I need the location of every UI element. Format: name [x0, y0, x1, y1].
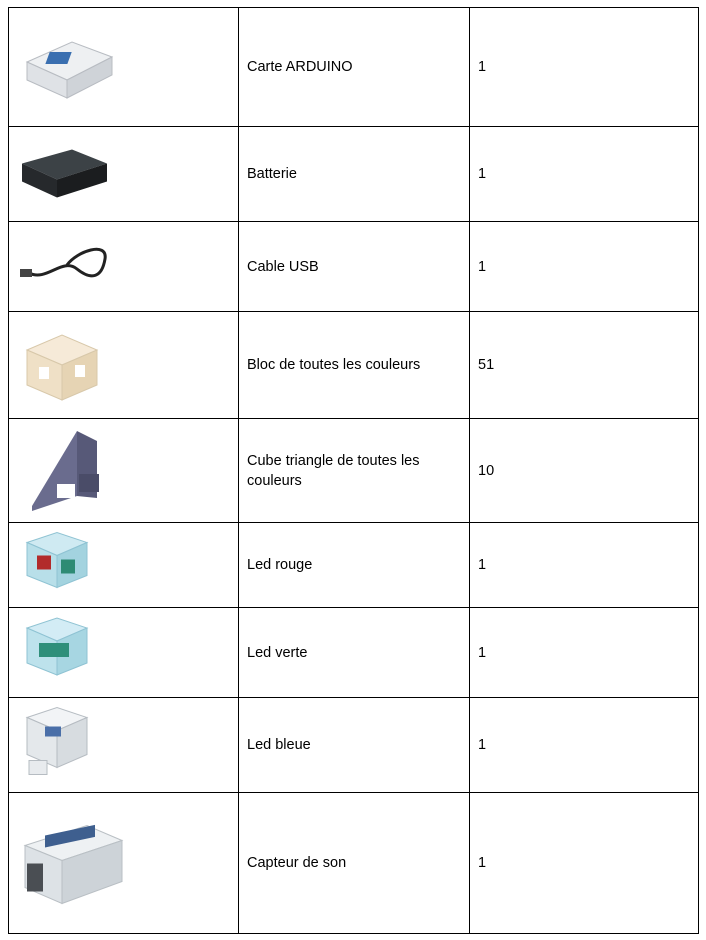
sound-sensor-icon — [9, 793, 238, 933]
item-name: Led bleue — [247, 737, 311, 753]
item-quantity: 1 — [478, 855, 487, 871]
item-quantity: 1 — [478, 59, 487, 75]
table-row — [8, 312, 699, 419]
item-quantity: 1 — [478, 258, 487, 275]
green-led-icon — [9, 608, 238, 697]
table-row — [8, 127, 699, 222]
item-quantity: 51 — [478, 357, 495, 373]
blue-led-icon — [9, 698, 238, 792]
item-name: Capteur de son — [247, 855, 347, 871]
item-name: Led rouge — [247, 557, 313, 573]
item-name: Carte ARDUINO — [247, 59, 353, 75]
table-row — [8, 7, 699, 127]
components-table — [8, 7, 699, 934]
item-name: Bloc de toutes les couleurs — [247, 357, 421, 373]
table-row — [8, 793, 699, 934]
item-name: Batterie — [247, 166, 297, 182]
item-name: Cube triangle de toutes les couleurs — [247, 452, 420, 489]
item-quantity: 1 — [478, 166, 487, 182]
battery-icon — [9, 127, 238, 221]
triangle-cube-icon — [9, 419, 238, 522]
item-quantity: 1 — [478, 737, 487, 753]
table-row — [8, 698, 699, 793]
item-name: Cable USB — [247, 258, 319, 275]
arduino-board-icon — [9, 8, 238, 126]
item-name: Led verte — [247, 644, 308, 661]
item-quantity: 1 — [478, 644, 487, 661]
red-led-icon — [9, 523, 238, 607]
table-row — [8, 523, 699, 608]
block-icon — [9, 312, 238, 418]
item-quantity: 10 — [478, 462, 495, 479]
table-row — [8, 419, 699, 523]
table-row — [8, 608, 699, 698]
item-quantity: 1 — [478, 557, 487, 573]
table-row — [8, 222, 699, 312]
usb-cable-icon — [9, 222, 238, 311]
